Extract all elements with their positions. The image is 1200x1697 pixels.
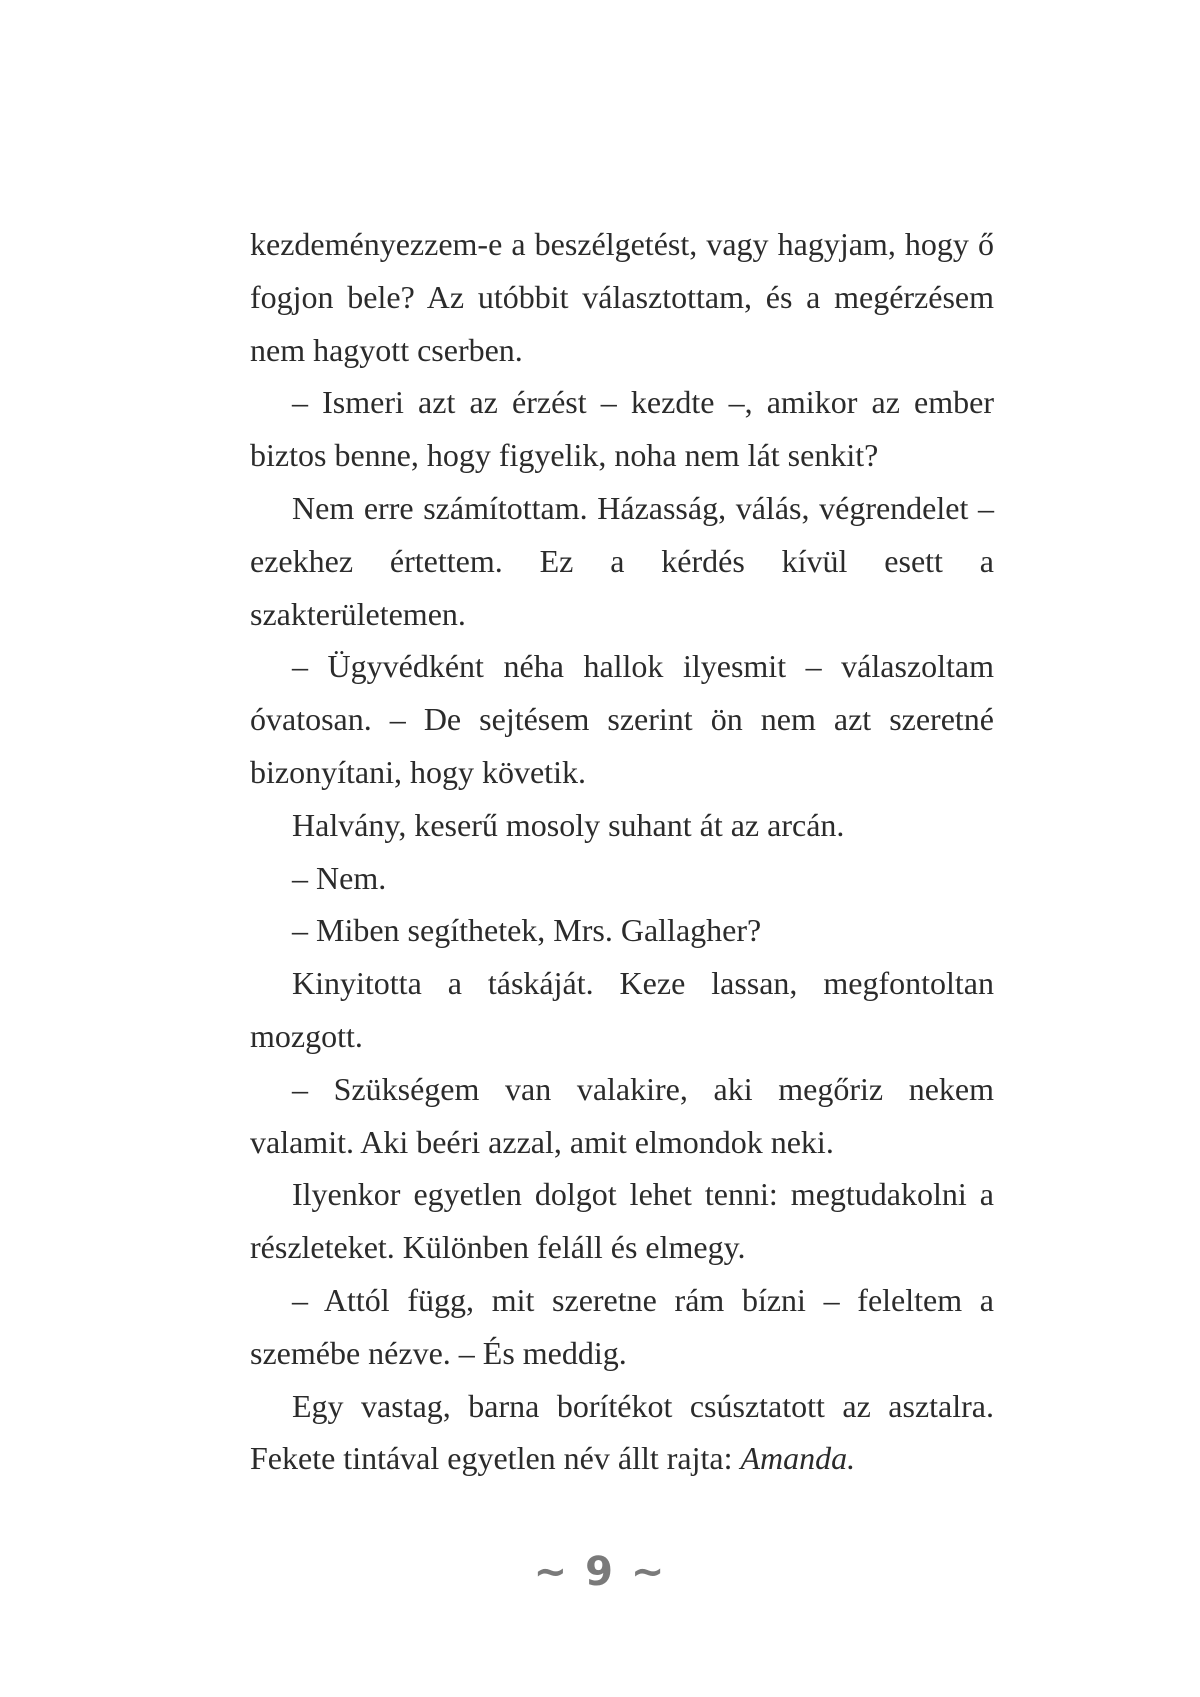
paragraph-3: Nem erre számítottam. Házasság, válás, végrendelet – ezekhez értettem. Ez a kérdés kívül esett a szakterületemen. xyxy=(250,489,994,632)
body-text xyxy=(250,218,994,1485)
paragraph-11: – Attól függ, mit szeretne rám bízni – feleltem a szemébe nézve. – És meddig. xyxy=(250,1281,994,1371)
paragraph-1: kezdeményezzem-e a beszélgetést, vagy hagyjam, hogy ő fogjon bele? Az utóbbit választottam, és a megérzésem nem hagyott cserben. xyxy=(250,226,994,368)
paragraph-8: Kinyitotta a táskáját. Keze lassan, megfontoltan mozgott. xyxy=(250,965,994,1054)
envelope-name: Amanda. xyxy=(740,1440,856,1477)
page-number: ~ 9 ~ xyxy=(533,1549,667,1595)
paragraph-10: Ilyenkor egyetlen dolgot lehet tenni: megtudakolni a részleteket. Különben feláll és elmegy. xyxy=(250,1176,994,1266)
paragraph-7: – Miben segíthetek, Mrs. Gallagher? xyxy=(292,912,762,949)
paragraph-4: – Ügyvédként néha hallok ilyesmit – válaszoltam óvatosan. – De sejtésem szerint ön nem azt szeretné bizonyítani, hogy követik. xyxy=(250,648,994,790)
paragraph-12-text: Egy vastag, barna borítékot csúsztatott az asztalra. Fekete tintával egyetlen név állt rajta: xyxy=(250,1387,994,1477)
paragraph-6: – Nem. xyxy=(292,859,387,896)
paragraph-9: – Szükségem van valakire, aki megőriz nekem valamit. Aki beéri azzal, amit elmondok neki. xyxy=(250,1070,994,1160)
paragraph-2: – Ismeri azt az érzést – kezdte –, amikor az ember biztos benne, hogy figyelik, noha nem lát senkit? xyxy=(250,384,994,474)
paragraph-12 xyxy=(250,1380,994,1486)
paragraph-5: Halvány, keserű mosoly suhant át az arcán. xyxy=(292,806,845,843)
